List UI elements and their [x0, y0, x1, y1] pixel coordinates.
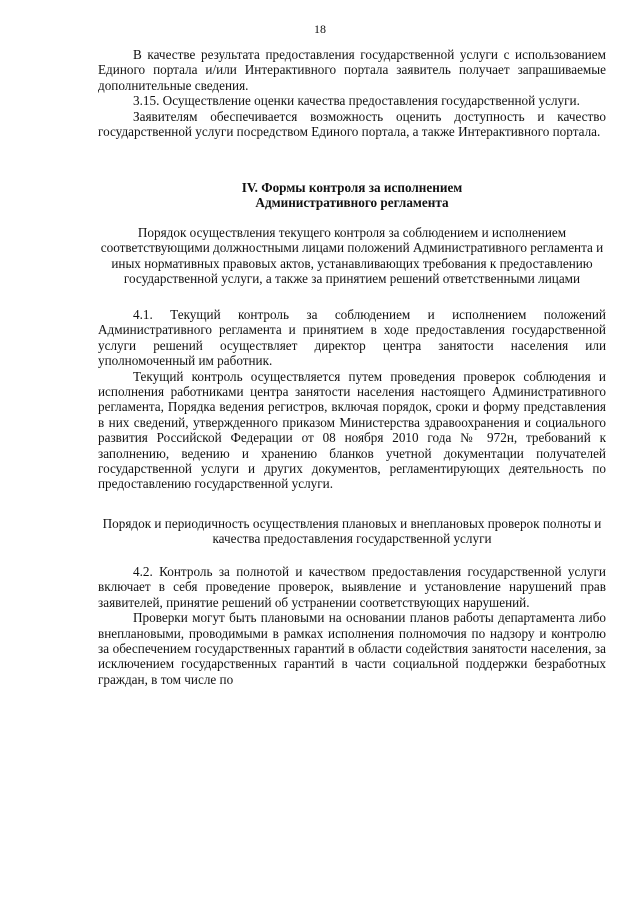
section-heading [98, 180, 606, 211]
paragraph: 4.1. Текущий контроль за соблюдением и исполнением положений Административного регламента и принятием в ходе предоставления государственной услуги решений осуществляет директор центра занятости населения или уполномоченный им работник. [98, 307, 606, 369]
paragraph: 3.15. Осуществление оценки качества предоставления государственной услуги. [133, 93, 580, 109]
inspections-section [98, 564, 606, 687]
paragraph: Заявителям обеспечивается возможность оценить доступность и качество государственной услуги посредством Единого портала, а также Интерактивного портала. [98, 108, 606, 140]
subheading-inspections: Порядок и периодичность осуществления плановых и внеплановых проверок полноты и качества предоставления государственной услуги [102, 516, 602, 547]
section-heading-line1: IV. Формы контроля за исполнением [241, 180, 463, 195]
current-control-section [98, 307, 606, 492]
paragraph: В качестве результата предоставления государственной услуги с использованием Единого портала и/или Интерактивного портала заявитель получает запрашиваемые дополнительные сведения. [98, 47, 606, 93]
page-number: 18 [314, 22, 326, 36]
subheading-current-control: Порядок осуществления текущего контроля за соблюдением и исполнением соответствующими должностными лицами положений Административного регламента и иных нормативных правовых актов, устанавливающих требования к предоставлению государственной услуги, а также за принятием решений ответственными лицами [100, 225, 604, 287]
paragraph: 4.2. Контроль за полнотой и качеством предоставления государственной услуги включает в себя проведение проверок, выявление и установление нарушений прав заявителей, принятие решений об устранении соответствующих нарушений. [98, 564, 606, 610]
section-heading-line2: Административного регламента [255, 195, 449, 211]
paragraph: Текущий контроль осуществляется путем проведения проверок соблюдения и исполнения работниками центра занятости населения настоящего Административного регламента, Порядка ведения регистров, включая порядок, сроки и форму представления в них сведений, утвержденного приказом Министерства здравоохранения и социального развития Российской Федерации от 08 ноября 2010 года № 972н, требований к заполнению, ведению и хранению бланков учетной документации получателей государственной услуги и других документов, регламентирующих деятельность по предоставлению государственной услуги. [98, 368, 606, 492]
results-section [98, 47, 606, 139]
paragraph: Проверки могут быть плановыми на основании планов работы департамента либо внеплановыми, проводимыми в рамках исполнения полномочия по надзору и контролю за обеспечением государственных гарантий в области содействия занятости населения, за исключением государственных гарантий в части социальной поддержки безработных граждан, в том числе по [98, 610, 606, 687]
